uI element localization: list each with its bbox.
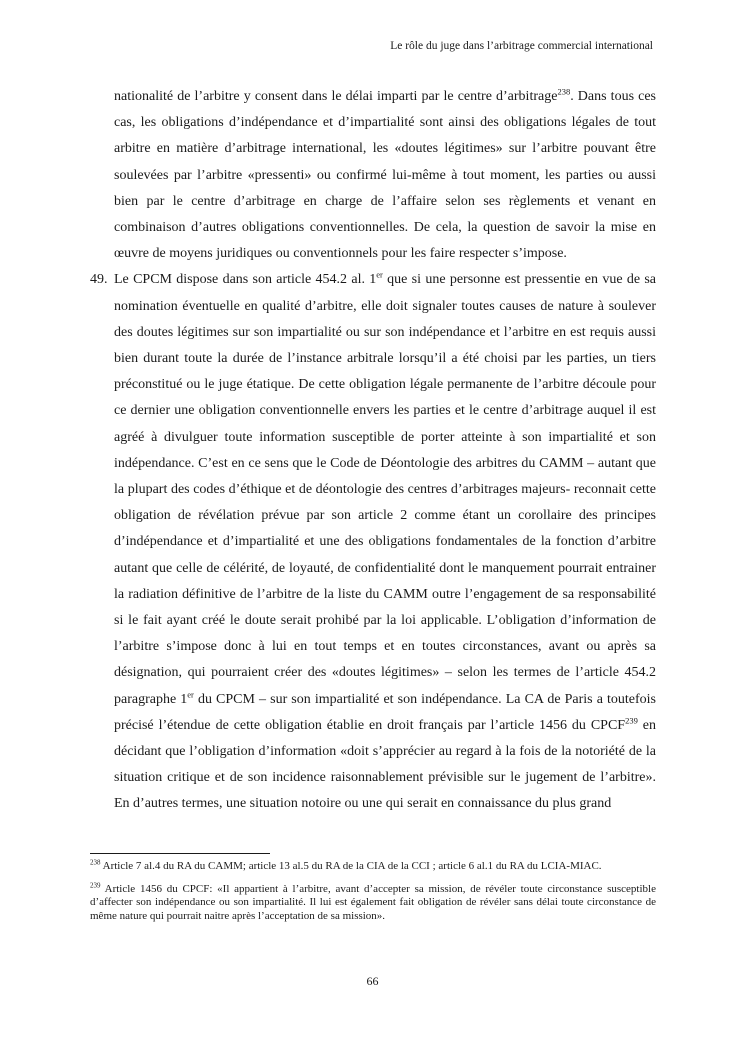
running-header: Le rôle du juge dans l’arbitrage commercial international — [390, 40, 653, 52]
paragraph-text: du CPCM – sur son impartialité et son indépendance. La CA de Paris a toutefois précisé l’étendue de cette obligation établie en droit français par l’article 1456 du CPCF — [114, 691, 656, 733]
paragraph-continued — [90, 84, 656, 267]
footnote-ref-238[interactable]: 238 — [557, 86, 571, 97]
body-text — [90, 84, 656, 818]
paragraph-text: . Dans tous ces cas, les obligations d’indépendance et d’impartialité sont ainsi des obligations légales de tout arbitre en matière d’arbitrage international, les «doutes légitimes» sur l’arbitre pouvant être soulevées par l’arbitre «pressenti» ou confirmé lui-même à tout moment, les parties ou aussi bien par le centre d’arbitrage en charge de l’affaire selon ses règlements et venant en combinaison d’autres obligations conventionnelles. De cela, la question de savoir la mise en œuvre de moyens juridiques ou conventionnels pour les faire respecter s’impose. — [114, 89, 656, 262]
paragraph-49 — [90, 267, 656, 817]
paragraph-number: 49. — [90, 272, 108, 288]
footnote-text: Article 1456 du CPCF: «Il appartient à l’arbitre, avant d’accepter sa mission, de révéler toute circonstance susceptible d’affecter son indépendance ou son impartialité. Il lui est également fait obligation de révéler sans délai toute circonstance de même nature qui pourrait naitre après l’acceptation de sa mission». — [90, 882, 656, 922]
footnotes — [90, 860, 656, 932]
page-number: 66 — [366, 974, 379, 988]
paragraph-text: nationalité de l’arbitre y consent dans le délai imparti par le centre d’arbitrage — [114, 89, 558, 104]
footnote-text: Article 7 al.4 du RA du CAMM; article 13 al.5 du RA de la CIA de la CCI ; article 6 al.1 du RA du LCIA-MIAC. — [100, 860, 602, 872]
superscript-ordinal: er — [376, 269, 383, 280]
footnote-separator — [90, 853, 270, 854]
paragraph-text: que si une personne est pressentie en vue de sa nomination éventuelle en qualité d’arbitre, elle doit signaler toutes causes de nature à soulever des doutes légitimes sur son impartialité ou sur son indépendance et l’arbitre en est requis aussi bien durant toute la durée de l’instance arbitrale lorsqu’il a été choisi par les parties, un tiers préconstitué ou le juge étatique. De cette obligation légale permanente de l’arbitre découle pour ce dernier une obligation conventionnelle envers les parties et le centre d’arbitrage auquel il est agréé à divulguer toute information susceptible de porter atteinte à son impartialité et son indépendance. C’est en ce sens que le Code de Déontologie des arbitres du CAMM – autant que la plupart des codes d’éthique et de déontologie des centres d’arbitrages majeurs- reconnait cette obligation de révélation prévue par son article 2 comme étant un corollaire des principes d’indépendance et d’impartialité et une des obligations fondamentales de la fonction d’arbitre autant que celle de célérité, de loyauté, de confidentialité dont le manquement pourrait entrainer la radiation définitive de l’arbitre de la liste du CAMM outre l’engagement de sa responsabilité si le fait ayant créé le doute serait prohibé par la loi applicable. L’obligation d’information de l’arbitre s’impose donc à lui en tout temps et en toutes circonstances, avant ou après sa désignation, qui pourraient créer des «doutes légitimes» – selon les termes de l’article 454.2 paragraphe 1 — [114, 272, 656, 707]
footnote-number: 239 — [90, 880, 101, 889]
footnote-number: 238 — [90, 858, 101, 867]
superscript-ordinal: er — [187, 689, 194, 700]
paragraph-text: en décidant que l’obligation d’information «doit s’apprécier au regard à la fois de la notoriété de la situation critique et de son incidence raisonnablement prévisible sur le jugement de l’arbitre». En d’autres termes, une situation notoire ou une qui serait en connaissance du plus grand — [114, 717, 656, 812]
footnote-ref-239[interactable]: 239 — [625, 715, 638, 726]
paragraph-text: Le CPCM dispose dans son article 454.2 al. 1 — [114, 272, 377, 288]
footnote-239 — [90, 880, 656, 924]
footnote-238 — [90, 860, 656, 874]
